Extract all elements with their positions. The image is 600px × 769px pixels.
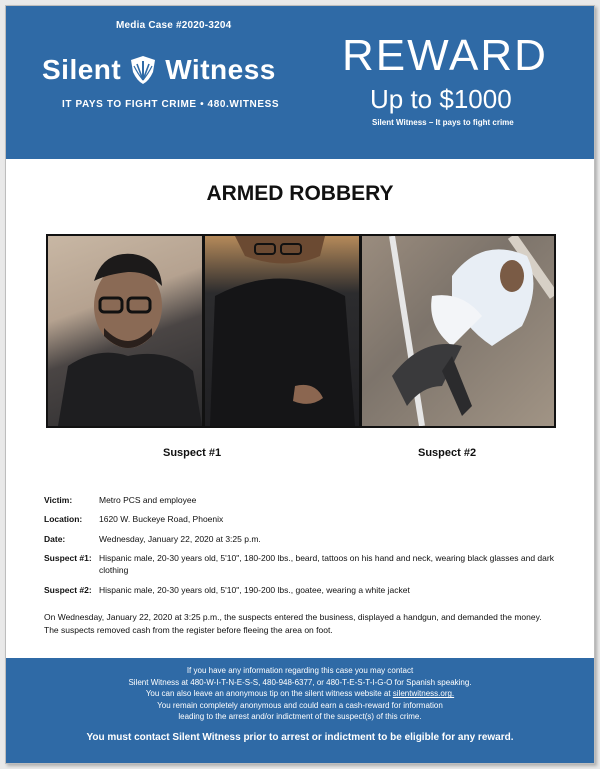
silent-witness-logo [42,54,276,86]
tagline: IT PAYS TO FIGHT CRIME • 480.WITNESS [62,99,280,110]
date-row [44,533,564,545]
reward-title: REWARD [342,31,548,80]
suspect-1-description: Hispanic male, 20-30 years old, 5'10", 180-200 lbs., beard, tattoos on his hand and neck, wearing black glasses and dark clothing [99,552,554,576]
suspect-1-label: Suspect #1: [44,552,92,563]
suspect-1-caption: Suspect #1 [163,447,222,459]
suspect-2-label: Suspect #2: [44,584,92,595]
suspect-1-face-photo [46,234,204,428]
footer-line-5: leading to the arrest and/or indictment of the suspect(s) of this crime. [178,712,422,722]
footer-line-1: If you have any information regarding this case you may contact [186,666,414,675]
suspect-2-description: Hispanic male, 20-30 years old, 5'10", 190-200 lbs., goatee, wearing a white jacket [99,584,410,595]
logo-word-right: Witness [165,54,276,85]
suspect-2-row [44,584,564,596]
flyer-page [5,5,595,764]
suspect-1-body-photo [203,234,361,428]
eligibility-notice: You must contact Silent Witness prior to arrest or indictment to be eligible for any reward. [86,731,514,743]
footer-line-3-text: You can also leave an anonymous tip on the silent witness website at [145,689,393,699]
suspect-2-caption: Suspect #2 [418,447,477,459]
suspect-2-photo [360,234,556,428]
reward-amount: Up to $1000 [370,84,512,114]
reward-subtitle: Silent Witness – It pays to fight crime [372,118,514,127]
suspect-1-row [44,552,564,577]
footer-banner [6,658,594,763]
footer-line-2: Silent Witness at 480-W-I-T-N-E-S-S, 480-948-6377, or 480-T-E-S-T-I-G-O for Spanish speaking. [128,677,472,687]
victim-label: Victim: [44,495,73,505]
location-value: 1620 W. Buckeye Road, Phoenix [99,514,224,525]
date-value: Wednesday, January 22, 2020 at 3:25 p.m. [99,533,261,544]
footer-line-4: You remain completely anonymous and could earn a cash-reward for information [157,700,443,710]
logo-word-left: Silent [42,54,122,85]
crime-title: ARMED ROBBERY [206,182,394,205]
date-label: Date: [44,533,66,544]
location-row [44,513,564,525]
header-banner [6,6,594,159]
contact-info [6,658,594,723]
case-details [44,494,564,603]
website-link[interactable]: silentwitness.org. [392,689,455,699]
incident-narrative: On Wednesday, January 22, 2020 at 3:25 p.m., the suspects entered the business, displayed a handgun, and demanded the money. The suspects removed cash from the register before fleeing the area on foot. [44,612,542,635]
victim-value: Metro PCS and employee [99,495,197,505]
case-number: Media Case #2020-3204 [116,20,232,31]
footer-line-3 [6,688,594,700]
victim-row [44,494,564,506]
location-label: Location: [44,514,83,525]
shield-icon [127,54,159,86]
